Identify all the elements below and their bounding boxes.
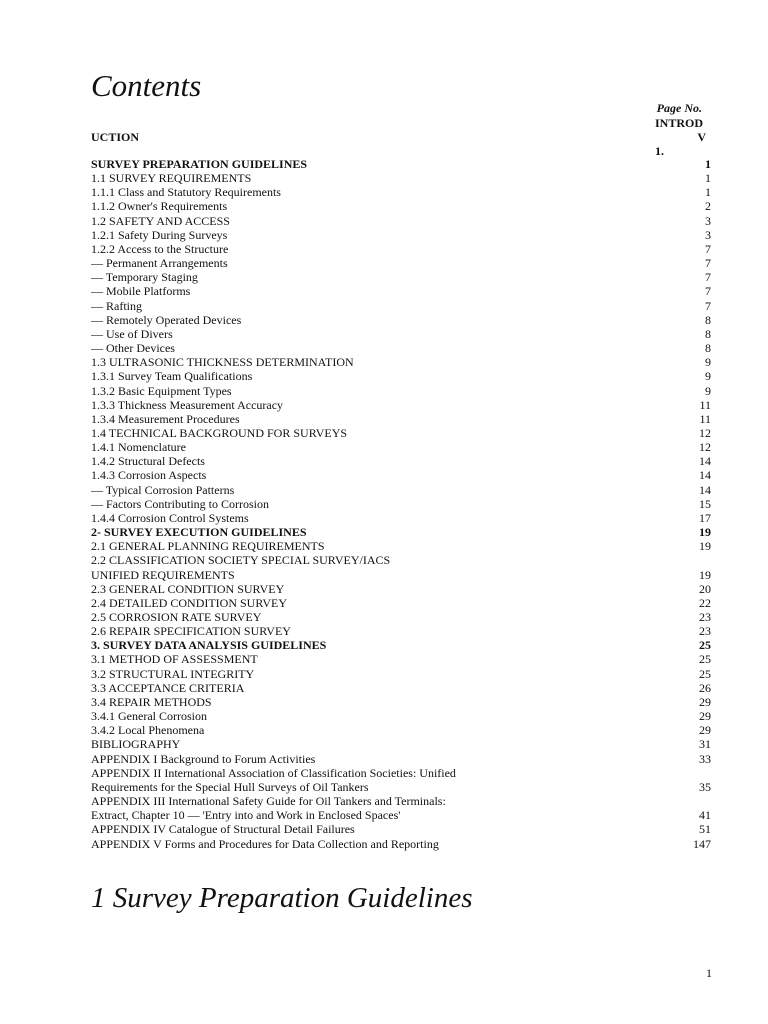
toc-entry [91,426,711,440]
toc-entry [91,440,711,454]
toc-entry-label: 1.4.3 Corrosion Aspects [91,468,207,483]
toc-entry-page: 29 [699,694,711,709]
toc-entry [91,185,711,199]
toc-entry [91,766,711,780]
toc-entry-label: 2.1 GENERAL PLANNING REQUIREMENTS [91,539,325,554]
toc-entry-page: 147 [693,836,711,851]
toc-entry [91,568,711,582]
toc-entry-page: 1 [705,157,711,171]
toc-entry-label: 3.4.2 Local Phenomena [91,723,205,738]
toc-entry-page: 7 [705,298,711,313]
toc-entry [91,171,711,185]
toc-entry [91,553,711,567]
toc-entry [91,454,711,468]
toc-entry-label: 1.3.4 Measurement Procedures [91,411,240,426]
toc-entry-page: 8 [705,312,711,327]
toc-entry-page: 25 [699,666,711,681]
toc-entry [91,497,711,511]
toc-entry-label: — Rafting [91,298,142,313]
toc-entry-page: 20 [699,581,711,596]
toc-entry [91,596,711,610]
toc-entry-page: 1 [705,171,711,186]
toc-entry-label: — Use of Divers [91,326,173,341]
toc-entry-page: 8 [705,341,711,356]
toc-entry-page: 26 [699,680,711,695]
toc-entry-page: 51 [699,822,711,837]
toc-entry-label: APPENDIX IV Catalogue of Structural Detail Failures [91,822,355,837]
toc-entry-page: 7 [705,284,711,299]
toc-entry-label: 1.2.1 Safety During Surveys [91,227,228,242]
toc-entry-label: 1.3 ULTRASONIC THICKNESS DETERMINATION [91,355,354,370]
toc-entry-page: 9 [705,369,711,384]
toc-entry-page: 31 [699,737,711,752]
toc-entry-label: APPENDIX III International Safety Guide for Oil Tankers and Terminals: [91,794,446,809]
toc-entry-label: 3. SURVEY DATA ANALYSIS GUIDELINES [91,638,327,653]
toc-entry-label: — Other Devices [91,341,175,356]
toc-entry-label: — Typical Corrosion Patterns [91,482,235,497]
toc-entry-label: 2- SURVEY EXECUTION GUIDELINES [91,525,307,540]
toc-entry-label: — Factors Contributing to Corrosion [91,496,269,511]
toc-entry-label: 3.1 METHOD OF ASSESSMENT [91,652,258,667]
toc-entry [91,737,711,751]
toc-entry-page: 19 [699,525,711,540]
toc-entry-label: Extract, Chapter 10 — 'Entry into and Work in Enclosed Spaces' [91,808,401,823]
introduction-page-number: V [697,130,706,144]
toc-entry-page: 14 [699,454,711,469]
toc-entry-page: 12 [699,440,711,455]
toc-entry [91,822,711,836]
introd-fragment: INTROD [655,116,704,130]
toc-entry [91,341,711,355]
toc-entry-page: 7 [705,256,711,271]
toc-entry-label: 3.4 REPAIR METHODS [91,694,212,709]
toc-entry-label: 1.4 TECHNICAL BACKGROUND FOR SURVEYS [91,425,348,440]
toc-entry [91,270,711,284]
toc-entry-page: 11 [699,411,711,426]
toc-entry-label: — Mobile Platforms [91,284,191,299]
toc-entry-label: 3.3 ACCEPTANCE CRITERIA [91,680,245,695]
toc-entry-page: 33 [699,751,711,766]
toc-entry-page: 41 [699,808,711,823]
toc-entry [91,384,711,398]
toc-entry-page: 17 [699,510,711,525]
toc-entry-label: 1.1.1 Class and Statutory Requirements [91,185,281,200]
toc-entry [91,369,711,383]
toc-entry-page: 23 [699,624,711,639]
page-title: Contents [91,68,202,103]
toc-entry [91,327,711,341]
toc-entry-label: 2.3 GENERAL CONDITION SURVEY [91,581,285,596]
toc-entry-page: 7 [705,241,711,256]
toc-entry-label: APPENDIX V Forms and Procedures for Data Collection and Reporting [91,836,439,851]
toc-entry-page: 35 [699,779,711,794]
toc-entry-page: 25 [699,652,711,667]
toc-entry-label: 1.4.1 Nomenclature [91,440,186,455]
toc-entry [91,624,711,638]
toc-entry-page: 1 [705,185,711,200]
toc-entry-page: 8 [705,326,711,341]
toc-entry-label: UNIFIED REQUIREMENTS [91,567,235,582]
toc-entry-label: 1.2 SAFETY AND ACCESS [91,213,230,228]
toc-entry-label: — Temporary Staging [91,270,198,285]
toc-entry-page: 14 [699,468,711,483]
toc-entry-label: Requirements for the Special Hull Surveys of Oil Tankers [91,779,369,794]
toc-entry [91,313,711,327]
toc-entry-label: 2.4 DETAILED CONDITION SURVEY [91,595,288,610]
toc-entry-page: 25 [699,638,711,653]
toc-entry-label: — Permanent Arrangements [91,256,228,271]
toc-entry-label: 1.1.2 Owner's Requirements [91,199,228,214]
toc-entry [91,808,711,822]
toc-entry [91,412,711,426]
toc-entry [91,752,711,766]
toc-entry-page: 22 [699,595,711,610]
toc-entry-page: 14 [699,482,711,497]
section-heading: 1 Survey Preparation Guidelines [91,882,473,914]
toc-entry-page: 11 [699,397,711,412]
toc-entry-page: 19 [699,567,711,582]
toc-entry [91,695,711,709]
toc-entry-label: — Remotely Operated Devices [91,312,242,327]
toc-entry [91,483,711,497]
toc-entry-page: 19 [699,539,711,554]
toc-entry [91,511,711,525]
toc-entry-label: APPENDIX I Background to Forum Activities [91,751,316,766]
toc-entry [91,638,711,652]
toc-entry-label: 2.6 REPAIR SPECIFICATION SURVEY [91,624,291,639]
toc-entry-page: 9 [705,355,711,370]
chapter-one-marker: 1. [655,144,664,158]
toc-entry-page: 29 [699,709,711,724]
toc-entry-label: 3.4.1 General Corrosion [91,709,207,724]
toc-entry [91,723,711,737]
toc-entry [91,582,711,596]
toc-entry-label: 3.2 STRUCTURAL INTEGRITY [91,666,255,681]
toc-entry [91,539,711,553]
toc-entry-label: 1.3.3 Thickness Measurement Accuracy [91,397,284,412]
toc-entry-page: 7 [705,270,711,285]
toc-entry-label: 1.3.2 Basic Equipment Types [91,383,232,398]
page-number: 1 [706,966,712,980]
toc-entry-page: 3 [705,227,711,242]
toc-entry-label: 1.3.1 Survey Team Qualifications [91,369,253,384]
toc-entry-label: 2.2 CLASSIFICATION SOCIETY SPECIAL SURVEY/IACS [91,553,391,568]
toc-entry [91,709,711,723]
toc-entry [91,284,711,298]
toc-entry [91,681,711,695]
toc-entry [91,667,711,681]
toc-entry [91,525,711,539]
toc-entry [91,242,711,256]
toc-entry [91,610,711,624]
toc-entry-page: 23 [699,610,711,624]
toc-entry [91,299,711,313]
toc-entry [91,214,711,228]
toc-entry-label: 1.4.2 Structural Defects [91,454,205,469]
page-no-header: Page No. [656,101,702,115]
toc-entry [91,199,711,213]
toc-entry-label: BIBLIOGRAPHY [91,737,181,752]
toc-entry-page: 9 [705,383,711,398]
toc-entry-label: 1.2.2 Access to the Structure [91,241,229,256]
toc-entry [91,780,711,794]
toc-entry-label: 1.4.4 Corrosion Control Systems [91,510,249,525]
toc-entry [91,837,711,851]
toc-entry [91,157,711,171]
toc-entry [91,468,711,482]
toc-entry-label: SURVEY PREPARATION GUIDELINES [91,157,308,171]
toc-entry-label: APPENDIX II International Association of Classification Societies: Unified [91,765,456,780]
toc-entry [91,794,711,808]
toc-entry-label: 1.1 SURVEY REQUIREMENTS [91,171,252,186]
table-of-contents [91,157,711,851]
uction-fragment: UCTION [91,130,140,144]
toc-entry-page: 15 [699,496,711,511]
toc-entry-page: 29 [699,723,711,738]
toc-entry [91,256,711,270]
toc-entry [91,355,711,369]
toc-entry [91,652,711,666]
toc-entry-page: 3 [705,213,711,228]
toc-entry [91,398,711,412]
toc-entry-label: 2.5 CORROSION RATE SURVEY [91,610,262,624]
toc-entry-page: 2 [705,199,711,214]
toc-entry-page: 12 [699,425,711,440]
toc-entry [91,228,711,242]
